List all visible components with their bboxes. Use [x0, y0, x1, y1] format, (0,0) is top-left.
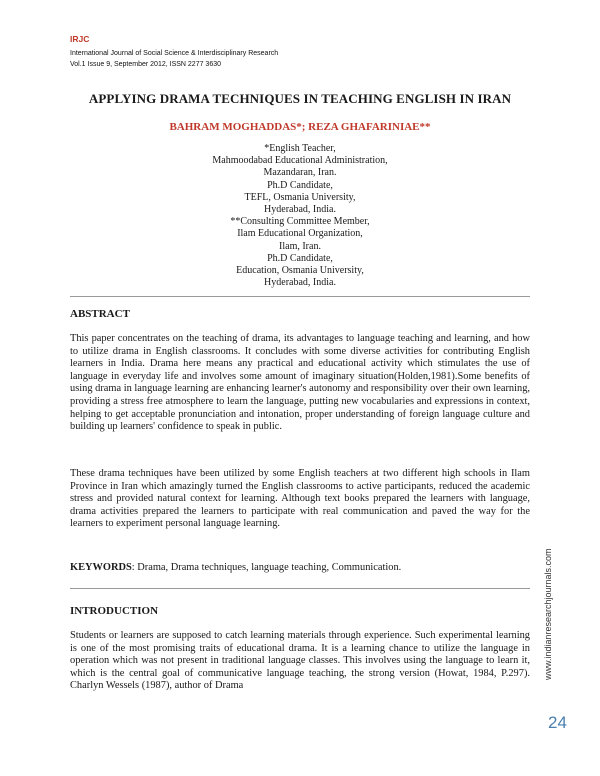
keywords-line — [70, 562, 530, 573]
affiliation-line: *English Teacher, — [264, 143, 336, 154]
affiliation-line: Ilam Educational Organization, — [237, 228, 363, 240]
page-number: 24 — [548, 713, 567, 732]
affiliation-line: Ilam, Iran. — [279, 240, 321, 252]
keywords-label: KEYWORDS — [70, 562, 132, 573]
affiliation-line: Hyderabad, India. — [264, 277, 336, 289]
affiliation-line: Education, Osmania University, — [236, 265, 364, 277]
affiliation-line: Hyderabad, India. — [264, 204, 336, 216]
affiliations — [0, 143, 600, 289]
affiliation-line: Mahmoodabad Educational Administration, — [212, 155, 388, 167]
journal-title: International Journal of Social Science & Interdisciplinary Research — [70, 50, 279, 57]
introduction-paragraph: Students or learners are supposed to catch learning materials through experience. Such experimental learning is one of the most promising traits of educational drama. It is a learning chance to utilize the language in operation which was not present in traditional language classes. This involves using the language to learn it, which is the central goal of communicative language teaching, the strong version (Howat, 1984, P.297). Charlyn Wessels (1987), author of Drama — [70, 630, 530, 692]
affiliation-line: **Consulting Committee Member, — [230, 216, 370, 228]
abstract-heading: ABSTRACT — [70, 308, 130, 320]
affiliation-line: Ph.D Candidate, — [267, 179, 333, 191]
affiliation-line: TEFL, Osmania University, — [244, 191, 356, 203]
keywords-text: : Drama, Drama techniques, language teaching, Communication. — [131, 562, 402, 573]
journal-url[interactable]: www.indianresearchjournals.com — [543, 548, 553, 680]
affiliation-line: Mazandaran, Iran. — [263, 167, 337, 179]
introduction-heading: INTRODUCTION — [70, 605, 159, 617]
affiliation-line: Ph.D Candidate, — [267, 252, 333, 264]
volume-line: Vol.1 Issue 9, September 2012, ISSN 2277 3630 — [70, 61, 221, 68]
abstract-paragraph: These drama techniques have been utilized by some English teachers at two different high schools in Ilam Province in Iran which amazingly turned the English classrooms to active participants, reduced the academic stress and provided natural context for learning. Although text books prepared the learners with language, drama activities prepared the learners to participate with real communication and paved the way for the learners to experiment personal language learning. — [70, 468, 530, 530]
abstract-paragraph: This paper concentrates on the teaching of drama, its advantages to language teaching and learning, and how to utilize drama in English classrooms. It concludes with some diverse activities for contributing English learners in India. Drama here means any practical and educational activity which stimulates the use of language in everyday life and involves some amount of imaginary situation(Holden,1981).Some benefits of using drama in language learning are enhancing learner's autonomy and responsibility over their own learning, providing a stress free atmosphere to learn the language, putting new vocabularies and expressions in context, helping to get acceptable pronunciation and intonation, proper understanding of foreign language culture and building up learners' confidence to speak in public. — [70, 333, 530, 433]
journal-abbreviation: IRJC — [70, 34, 90, 44]
divider — [70, 296, 530, 297]
divider — [70, 588, 530, 589]
authors: BAHRAM MOGHADDAS*; REZA GHAFARINIAE** — [169, 121, 431, 133]
paper-title: APPLYING DRAMA TECHNIQUES IN TEACHING ENGLISH IN IRAN — [88, 91, 512, 106]
